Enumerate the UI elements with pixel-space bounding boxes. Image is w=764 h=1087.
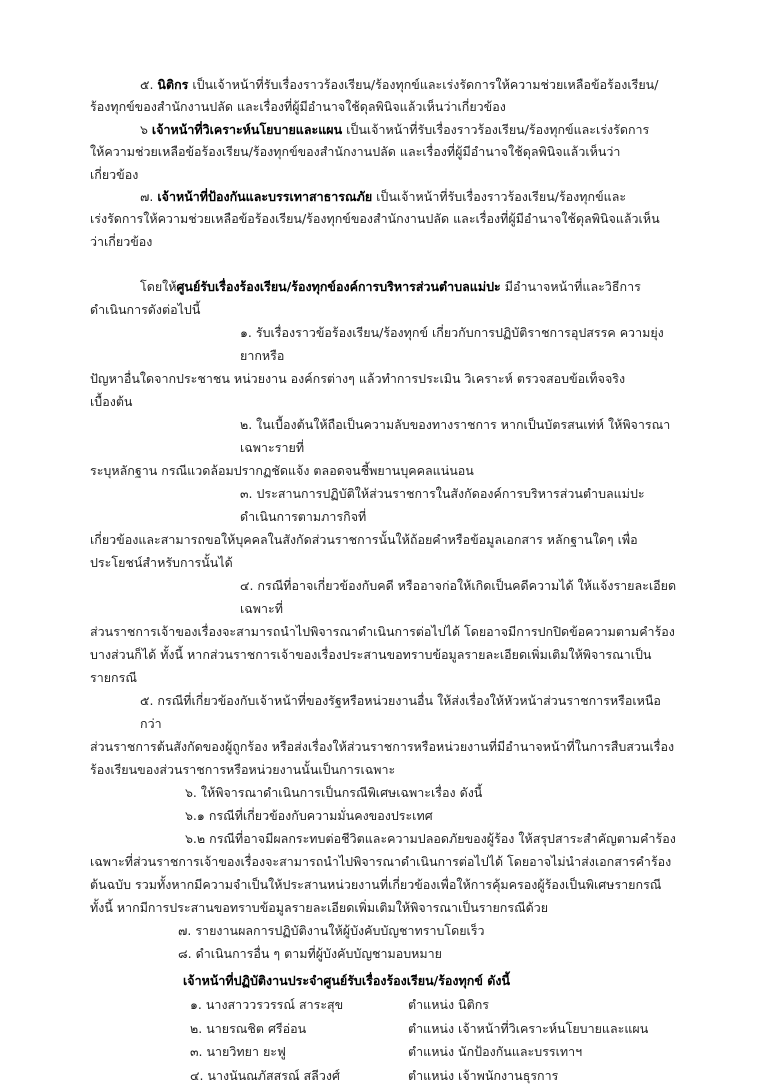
text: ๖. ให้พิจารณาดำเนินการเป็นกรณีพิเศษเฉพาะเรื่อง ดังนี้ <box>185 785 483 801</box>
text: ๘. ดำเนินการอื่น ๆ ตามที่ผู้บังคับบัญชามอบหมาย <box>178 946 442 962</box>
text: เป็นเจ้าหน้าที่รับเรื่องราวร้องเรียน/ร้องทุกข์และ <box>372 189 627 205</box>
staff-position: ตำแหน่ง นิติกร <box>408 997 489 1013</box>
paragraph <box>90 804 680 827</box>
text: เป็นเจ้าหน้าที่รับเรื่องราวร้องเรียน/ร้องทุกข์และเร่งรัดการ <box>342 121 650 137</box>
paragraph <box>90 942 680 965</box>
text-line <box>90 298 680 321</box>
staff-item <box>183 1064 743 1087</box>
paragraph <box>90 689 680 781</box>
staff-position: ตำแหน่ง เจ้าพนักงานธุรการ <box>408 1067 559 1083</box>
text: ๒. ในเบื้องต้นให้ถือเป็นความลับของทางราชการ หากเป็นบัตรสนเท่ห์ ให้พิจารณาเฉพาะรายที่ <box>240 417 671 456</box>
text: ร้องทุกข์ของสำนักงานปลัด และเรื่องที่ผู้มีอำนาจใช้ดุลพินิจแล้วเห็นว่าเกี่ยวข้อง <box>90 99 506 115</box>
text-line <box>90 643 680 666</box>
text: ร้องเรียนของส่วนราชการหรือหน่วยงานนั้นเป็นการเฉพาะ <box>90 762 396 778</box>
bold-text: เจ้าหน้าที่ป้องกันและบรรเทาสาธารณภัย <box>157 189 373 205</box>
text: ๖.๑ กรณีที่เกี่ยวข้องกับความมั่นคงของประเทศ <box>185 808 433 824</box>
staff-list <box>183 993 743 1087</box>
text: รายกรณี <box>90 670 137 686</box>
procedures-section <box>90 275 680 965</box>
text-line <box>90 459 680 482</box>
staff-name: ๒. นายรณชิต ศรีอ่อน <box>190 1020 307 1036</box>
paragraph <box>90 574 680 689</box>
text-line <box>90 275 680 298</box>
text-line <box>90 321 680 367</box>
text: เบื้องต้น <box>90 394 133 410</box>
text: ระบุหลักฐาน กรณีแวดล้อมปรากฏชัดแจ้ง ตลอดจนชี้พยานบุคคลแน่นอน <box>90 463 474 479</box>
text-line <box>90 528 680 551</box>
text: ๗. <box>140 189 158 205</box>
text: บางส่วนก็ได้ ทั้งนี้ หากส่วนราชการเจ้าของเรื่องประสานขอทราบข้อมูลรายละเอียดเพิ่มเติมให้พิจารณาเป็น <box>90 647 652 663</box>
bold-text: เจ้าหน้าที่วิเคราะห์นโยบายและแผน <box>151 121 343 137</box>
staff-item <box>183 1040 743 1064</box>
text-line <box>90 896 680 919</box>
text: ว่าเกี่ยวข้อง <box>90 233 153 249</box>
text-line <box>90 74 680 96</box>
text: ๔. กรณีที่อาจเกี่ยวข้องกับคดี หรืออาจก่อให้เกิดเป็นคดีความได้ ให้แจ้งรายละเอียดเฉพาะที่ <box>240 578 677 617</box>
text: เป็นเจ้าหน้าที่รับเรื่องราวร้องเรียน/ร้องทุกข์และเร่งรัดการให้ความช่วยเหลือข้อร้องเรียน/ <box>188 77 659 92</box>
text: ปัญหาอื่นใดจากประชาชน หน่วยงาน องค์กรต่างๆ แล้วทำการประเมิน วิเคราะห์ ตรวจสอบข้อเท็จจริง <box>90 371 626 387</box>
text-line <box>90 141 680 163</box>
text: เกี่ยวข้องและสามารถขอให้บุคคลในสังกัดส่วนราชการนั้นให้ถ้อยคำหรือข้อมูลเอกสาร หลักฐานใดๆ เพื่อ <box>90 532 638 548</box>
text: ประโยชน์สำหรับการนั้นได้ <box>90 555 233 571</box>
text-line <box>90 873 680 896</box>
paragraph <box>90 275 680 321</box>
text-line <box>90 942 680 965</box>
paragraph <box>90 119 680 186</box>
section-gap <box>90 253 680 275</box>
text-line <box>90 735 680 758</box>
paragraph <box>90 74 680 119</box>
staff-position: ตำแหน่ง เจ้าหน้าที่วิเคราะห์นโยบายและแผน <box>408 1020 649 1036</box>
text-line <box>90 804 680 827</box>
paragraph <box>90 919 680 942</box>
text: ๖.๒ กรณีที่อาจมีผลกระทบต่อชีวิตและความปลอดภัยของผู้ร้อง ให้สรุปสาระสำคัญตามคำร้อง <box>185 831 676 847</box>
text-line <box>90 413 680 459</box>
text-line <box>90 850 680 873</box>
text: ๖ <box>140 121 152 137</box>
document-body <box>90 0 680 965</box>
text: ดำเนินการดังต่อไปนี้ <box>90 302 201 318</box>
text-line <box>90 164 680 186</box>
staff-section <box>183 969 743 1087</box>
text-line <box>90 758 680 781</box>
text-line <box>90 689 680 735</box>
text-line <box>90 551 680 574</box>
text: เฉพาะที่ส่วนราชการเจ้าของเรื่องจะสามารถนำไปพิจารณาดำเนินการต่อไปได้ โดยอาจไม่นำส่งเอกสารคำร้อง <box>90 854 672 870</box>
text-line <box>90 827 680 850</box>
paragraph <box>90 482 680 574</box>
paragraph <box>90 781 680 804</box>
paragraph <box>90 827 680 919</box>
text-line <box>90 231 680 253</box>
text: ๕. กรณีที่เกี่ยวข้องกับเจ้าหน้าที่ของรัฐหรือหน่วยงานอื่น ให้ส่งเรื่องให้หัวหน้าส่วนราชการหรือเหนือกว่า <box>140 693 661 732</box>
text-line <box>90 620 680 643</box>
text-line <box>90 781 680 804</box>
text-line <box>90 96 680 118</box>
bold-text: นิติกร <box>157 77 189 92</box>
text-line <box>90 482 680 528</box>
bold-text: ศูนย์รับเรื่องร้องเรียน/ร้องทุกข์องค์การบริหารส่วนตำบลแม่ปะ <box>176 279 501 295</box>
staff-heading: เจ้าหน้าที่ปฏิบัติงานประจำศูนย์รับเรื่องร้องเรียน/ร้องทุกข์ ดังนี้ <box>183 973 511 989</box>
text-line <box>90 119 680 141</box>
paragraph <box>90 413 680 482</box>
staff-item <box>183 1017 743 1041</box>
text-line <box>90 186 680 208</box>
text-line <box>90 390 680 413</box>
text-line <box>90 666 680 689</box>
text: ส่วนราชการเจ้าของเรื่องจะสามารถนำไปพิจารณาดำเนินการต่อไปได้ โดยอาจมีการปกปิดข้อความตามคำร้อง <box>90 624 675 640</box>
text: ส่วนราชการต้นสังกัดของผู้ถูกร้อง หรือส่งเรื่องให้ส่วนราชการหรือหน่วยงานที่มีอำนาจหน้าที่ในการสืบสวนเรื่อง <box>90 739 675 755</box>
text: มีอำนาจหน้าที่และวิธีการ <box>500 279 641 295</box>
staff-position: ตำแหน่ง นักป้องกันและบรรเทาฯ <box>408 1044 583 1060</box>
text: ๕. <box>140 77 158 92</box>
text: เกี่ยวข้อง <box>90 166 139 182</box>
text: ต้นฉบับ รวมทั้งหากมีความจำเป็นให้ประสานหน่วยงานที่เกี่ยวข้องเพื่อให้การคุ้มครองผู้ร้องเป็นพิเศษรายกรณี <box>90 877 662 893</box>
text-line <box>90 574 680 620</box>
text-line <box>90 208 680 230</box>
text: ๑. รับเรื่องราวข้อร้องเรียน/ร้องทุกข์ เกี่ยวกับการปฏิบัติราชการอุปสรรค ความยุ่งยากหรือ <box>240 325 664 364</box>
text: ๗. รายงานผลการปฏิบัติงานให้ผู้บังคับบัญชาทราบโดยเร็ว <box>178 923 485 939</box>
text: เร่งรัดการให้ความช่วยเหลือข้อร้องเรียน/ร้องทุกข์ของสำนักงานปลัด และเรื่องที่ผู้มีอำนาจใช้ดุลพินิจแล้วเห็น <box>90 211 660 227</box>
text-line <box>90 367 680 390</box>
paragraph <box>90 186 680 253</box>
staff-name: ๔. นางนันณภัสสรณ์ สลีวงศ์ <box>190 1067 340 1083</box>
text: โดยให้ <box>140 279 177 295</box>
staff-name: ๓. นายวิทยา ยะฟู <box>190 1044 286 1060</box>
paragraph <box>90 321 680 413</box>
text: ทั้งนี้ หากมีการประสานขอทราบข้อมูลรายละเอียดเพิ่มเติมให้พิจารณาเป็นรายกรณีด้วย <box>90 900 549 916</box>
duties-section <box>90 74 680 253</box>
text: ๓. ประสานการปฏิบัติให้ส่วนราชการในสังกัดองค์การบริหารส่วนตำบลแม่ปะดำเนินการตามภารกิจที่ <box>240 486 645 525</box>
staff-name: ๑. นางสาววรวรรณ์ สาระสุข <box>190 997 344 1013</box>
text-line <box>90 919 680 942</box>
text: ให้ความช่วยเหลือข้อร้องเรียน/ร้องทุกข์ของสำนักงานปลัด และเรื่องที่ผู้มีอำนาจใช้ดุลพินิจแล้วเห็นว่า <box>90 144 621 160</box>
staff-item <box>183 993 743 1017</box>
